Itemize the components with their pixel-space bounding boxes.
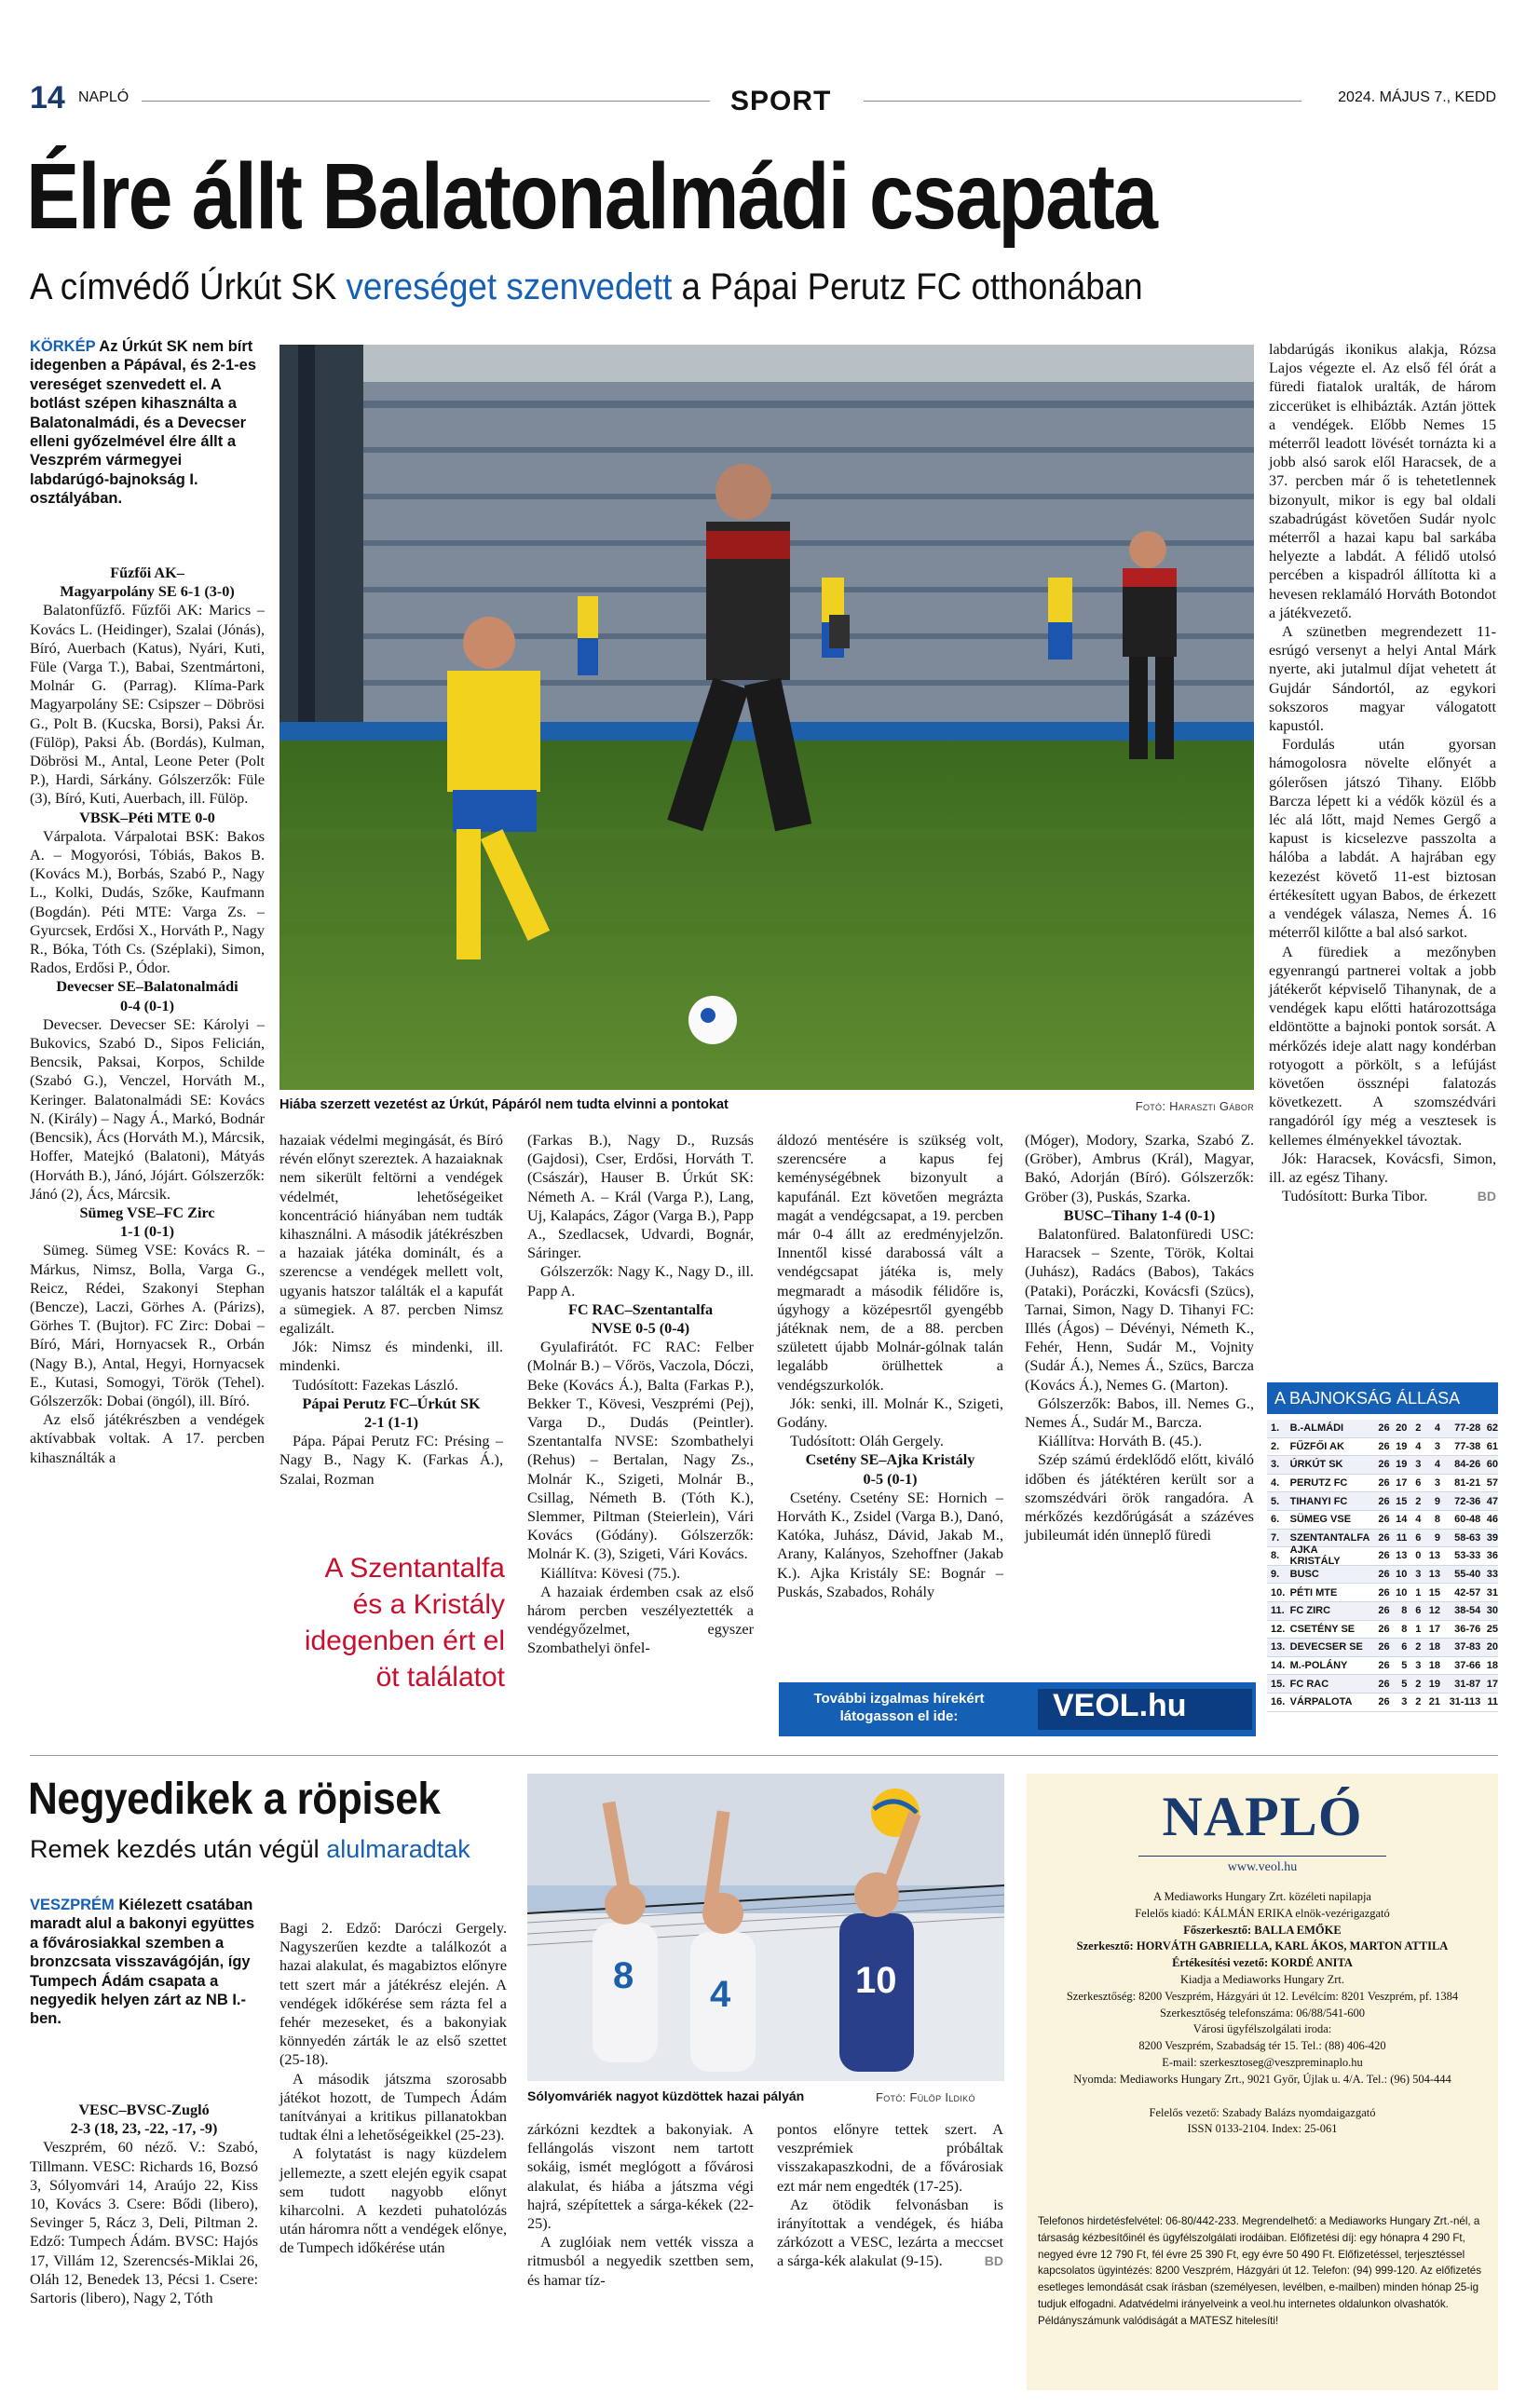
- paragraph: hazaiak védelmi megingását, és Bíró révén előnyt szereztek. A hazaiaknak nem sikerült feltörni a vendégek védelmét, lehetőségeiket koncentráció hiányában nem tudták kihasználni. A második játékrészben a hazaiak játéka dominált, és a szerencse a vendégek mellett volt, ugyanis hatszor találták el a kapufát a sümegiek. A 87. percben Nimsz egalizált.: [279, 1132, 503, 1338]
- paragraph: Kiállítva: Horváth B. (45.).: [1038, 1433, 1203, 1450]
- football-photo: [279, 345, 1254, 1090]
- played: 26: [1378, 1586, 1390, 1599]
- paragraph: (Farkas B.), Nagy D., Ruzsás (Gajdosi), Cser, Erdősi, Horváth T. (Császár), Hauser B. Úrkút SK: Németh A. – Král (Varga P.), Lang, Uj, Kalapács, Zágor (Varga B.), Papp A., Szedlacsek, Udvardi, Bognár, Sáringer.: [527, 1132, 754, 1262]
- lost: 21: [1428, 1696, 1441, 1708]
- rank: 8.: [1271, 1550, 1280, 1562]
- won: 10: [1396, 1569, 1408, 1581]
- article2-subtitle: Remek kezdés után végül alulmaradtak: [30, 1835, 470, 1863]
- won: 10: [1396, 1586, 1408, 1599]
- rank: 13.: [1271, 1641, 1286, 1653]
- imprint-line: Főszerkesztő: BALLA EMŐKE: [1183, 1923, 1342, 1937]
- won: 6: [1401, 1641, 1408, 1653]
- paragraph: A második játszma szorosabb játékot hozott, de Tumpech Ádám tanítványai a kritikus pillanatokban tudtak élni a lehetőségeikkel (25-23).: [279, 2070, 507, 2144]
- lost: 4: [1434, 1422, 1441, 1435]
- played: 26: [1378, 1623, 1390, 1635]
- paragraph: Jók: senki, ill. Molnár K., Szigeti, Godány.: [777, 1394, 1003, 1432]
- standings-row: [1267, 1420, 1498, 1438]
- paragraph: Várpalota. Várpalotai BSK: Bakos A. – Mogyorósi, Tóbiás, Bakos B. (Kovács M.), Borbás, Szabó P., Nagy L., Kolki, Dudás, Szőke, Kaufmann (Bogdán). Péti MTE: Varga Zs. – Gyurcsek, Erdősi X., Horváth P., Nagy R., Bóka, Tóth Cs. (Széplaki), Simon, Rados, Erdősi P., Ódor.: [30, 827, 265, 977]
- paragraph: Gólszerzők: Babos, ill. Nemes G., Nemes Á., Sudár M., Barcza.: [1025, 1394, 1254, 1432]
- paragraph: Gólszerzők: Nagy K., Nagy D., ill. Papp A.: [527, 1263, 754, 1299]
- rank: 7.: [1271, 1531, 1280, 1544]
- standings-row: [1267, 1639, 1498, 1657]
- col4: [777, 1131, 1003, 1601]
- page-number: 14: [30, 80, 65, 116]
- goals: 84-26: [1454, 1459, 1481, 1471]
- lost: 15: [1428, 1586, 1441, 1599]
- svg-text:4: 4: [710, 1974, 731, 2015]
- drawn: 6: [1415, 1605, 1422, 1617]
- imprint-line: Értékesítési vezető: KORDÉ ANITA: [1172, 1956, 1353, 1970]
- lost: 9: [1434, 1531, 1441, 1544]
- team: DEVECSER SE: [1289, 1641, 1363, 1653]
- points: 17: [1486, 1678, 1498, 1690]
- result-heading: Devecser SE–Balatonalmádi 0-4 (0-1): [56, 978, 238, 1014]
- result-heading: VBSK–Péti MTE 0-0: [79, 809, 215, 826]
- lost: 17: [1428, 1623, 1441, 1635]
- points: 25: [1486, 1623, 1498, 1635]
- svg-text:10: 10: [855, 1960, 897, 2001]
- drawn: 2: [1415, 1641, 1422, 1653]
- article-lead: KÖRKÉP Az Úrkút SK nem bírt idegenben a Pápával, és 2-1-es vereséget szenvedett el. A botlást szépen kihasználta a Balatonalmádi, és a Devecser elleni győzelmével élre állt a Veszprém vármegyei labdarúgó-bajnokság I. osztályában.: [30, 338, 257, 508]
- standings-row: [1267, 1602, 1498, 1621]
- paragraph: A szünetben megrendezett 11-esrúgó versenyt a helyi Antal Márk nyerte, aki jutalmul díjat vehetett át Gujdár Sándortól, az egykori sokszoros magyar válogatott kapustól.: [1269, 623, 1496, 735]
- result-heading: Pápai Perutz FC–Úrkút SK 2-1 (1-1): [302, 1394, 481, 1432]
- paragraph: zárkózni kezdtek a bakonyiak. A fellángolás viszont nem tartott sokáig, ismét meglógott a fővárosi alakulat, és hiába a játszma végi hajrá, szépítettek a sárga-kékek (22-25).: [527, 2121, 754, 2233]
- photo-credit: Fotó: Haraszti Gábor: [1135, 1099, 1254, 1113]
- page-header: [30, 80, 1496, 117]
- standings-row: [1267, 1438, 1498, 1457]
- points: 62: [1486, 1422, 1498, 1435]
- paragraph: Az ötödik felvonásban is irányítottak a vendégek, és hiába zárkózott a VESC, lezárta a meccset a sárga-kék alakulat (9-15). BD: [777, 2196, 1003, 2270]
- paragraph: Az első játékrészben a vendégek aktívabbak voltak. A 17. percben kihasználták a: [30, 1411, 265, 1466]
- standings-row: [1267, 1475, 1498, 1493]
- played: 26: [1378, 1422, 1390, 1435]
- lost: 13: [1428, 1569, 1441, 1581]
- standings-row: [1267, 1492, 1498, 1511]
- paragraph: Balatonfűzfő. Fűzfői AK: Marics – Kovács L. (Heidinger), Szalai (Jónás), Bíró, Auerbach (Katus), Nyári, Kuti, Füle (Varga T.), Babai, Szentmártoni, Molnár G. (Parrag). Klíma-Park Magyarpolány SE: Csipszer – Döbrösi G., Polt B. (Kucska, Borsi), Paksi Ár. (Fülöp), Paksi Áb. (Bordás), Kulman, Döbrösi M., Antal, Leone Peter (Polt P.), Hardi, Sárkány. Gólszerzők: Füle (3), Bíró, Kuti, Auerbach, ill. Fülöp.: [30, 602, 265, 808]
- played: 26: [1378, 1459, 1390, 1471]
- drawn: 2: [1415, 1495, 1422, 1507]
- paragraph: A hazaiak érdemben csak az első három percben veszélyeztették a vendégyőzelmet, egyszer Szombathelyi önfel-: [527, 1583, 754, 1657]
- rank: 4.: [1271, 1477, 1280, 1490]
- paragraph: pontos előnyre tettek szert. A veszprémiek próbáltak visszakapaszkodni, de a fővárosiak ezt már nem engedték (17-25).: [777, 2121, 1003, 2195]
- rank: 1.: [1271, 1422, 1280, 1435]
- imprint-fine: Telefonos hirdetésfelvétel: 06-80/442-233. Megrendelhető: a Mediaworks Hungary Zrt.-nél, a társaság kézbesítőinél és ügyfélszolgálati irodáiban. Előfizetési díj: egy hónapra 4 290 Ft, negyed évre 12 790 Ft, fél évre 25 390 Ft, egy évre 50 490 Ft. Előfizetéssel, terjesztéssel kapcsolatos ügyintézés: 8200 Veszprém, Házgyári út 12. Telefon: (94) 999-120. Az előfizetés esetleges lemondását csak írásban (személyesen, levélben, e-mailben) minden hónap 25-ig tudjuk elfogadni. Adatvédelmi irányelveink a veol.hu internetes oldalunkon olvashatók. Példányszámunk valódiságát a MATESZ hitelesíti!: [1038, 2215, 1482, 2327]
- points: 18: [1486, 1660, 1498, 1672]
- lost: 18: [1428, 1660, 1441, 1672]
- result-heading: FC RAC–Szentantalfa NVSE 0-5 (0-4): [567, 1300, 714, 1338]
- lost: 8: [1434, 1514, 1441, 1526]
- team: FŰZFŐI AK: [1289, 1440, 1344, 1452]
- paragraph: Jók: Haracsek, Kovácsfi, Simon, ill. az egész Tihany.: [1269, 1150, 1496, 1186]
- standings-row: [1267, 1657, 1498, 1676]
- promo-text-1: További izgalmas hírekért: [813, 1691, 985, 1707]
- col5: [1025, 1131, 1254, 1544]
- team: M.-POLÁNY: [1289, 1660, 1348, 1672]
- subtitle-highlight: vereséget szenvedett: [346, 266, 673, 307]
- imprint-line: Szerkesztő: HORVÁTH GABRIELLA, KARL ÁKOS, MARTON ATTILA: [1076, 1939, 1449, 1953]
- result-heading: Csetény SE–Ajka Kristály 0-5 (0-1): [805, 1451, 975, 1488]
- lost: 3: [1434, 1477, 1441, 1490]
- won: 19: [1396, 1459, 1408, 1471]
- imprint-line: E-mail: szerkesztoseg@veszpreminaplo.hu: [1162, 2055, 1363, 2069]
- played: 26: [1378, 1660, 1390, 1672]
- drawn: 4: [1415, 1514, 1422, 1526]
- played: 26: [1378, 1550, 1390, 1562]
- points: 47: [1486, 1495, 1498, 1507]
- standings-table: [1267, 1382, 1498, 1712]
- played: 26: [1378, 1514, 1390, 1526]
- won: 20: [1396, 1422, 1408, 1435]
- imprint-line: Szerkesztőség telefonszáma: 06/88/541-600: [1159, 2006, 1366, 2020]
- team: PERUTZ FC: [1289, 1477, 1348, 1490]
- won: 15: [1396, 1495, 1408, 1507]
- goals: 77-38: [1454, 1440, 1481, 1452]
- paragraph: Tudósított: Burka Tibor. BD: [1282, 1188, 1496, 1205]
- points: 60: [1486, 1459, 1498, 1471]
- points: 39: [1486, 1531, 1498, 1544]
- paragraph: Devecser. Devecser SE: Károlyi – Bukovics, Szabó D., Sipos Felicián, Bencsik, Paksai, Korpos, Schilde (Szabó G.), Venczel, Horváth M., Keringer. Balatonalmádi SE: Kovács N. (Király) – Nagy Á., Markó, Bodnár (Bencsik), Ács (Horváth M.), Márcsik, Hoffer, Matejkó (Balatoni), Mátyás (Horváth B.), Jánó, Jójárt. Gólszerzők: Jánó (2), Ács, Márcsik.: [30, 1015, 265, 1203]
- promo-text-2: látogasson el ide:: [839, 1708, 959, 1724]
- paragraph: (Móger), Modory, Szarka, Szabó Z. (Gröber), Ambrus (Král), Magyar, Bakó, Adorján (Bíró). Gólszerzők: Gröber (3), Puskás, Szarka.: [1025, 1132, 1254, 1205]
- drawn: 2: [1415, 1678, 1422, 1690]
- imprint-line: Felelős vezető: Szabady Balázs nyomdaigazgató: [1149, 2105, 1376, 2119]
- imprint-line: Nyomda: Mediaworks Hungary Zrt., 9021 Győr, Újlak u. 4/A. Tel.: (96) 504-444: [1073, 2072, 1451, 2086]
- standings-row: [1267, 1621, 1498, 1639]
- svg-text:8: 8: [613, 1955, 634, 1996]
- won: 3: [1401, 1696, 1408, 1708]
- article2-title: Negyedikek a röpisek: [28, 1775, 441, 1824]
- won: 14: [1396, 1514, 1408, 1526]
- points: 61: [1486, 1440, 1498, 1452]
- goals: 77-28: [1454, 1422, 1481, 1435]
- drawn: 1: [1415, 1586, 1422, 1599]
- lost: 12: [1428, 1605, 1441, 1617]
- imprint-line: Szerkesztőség: 8200 Veszprém, Házgyári út 12. Levélcím: 8201 Veszprém, pf. 1384: [1066, 1989, 1459, 2003]
- standings-row: [1267, 1456, 1498, 1475]
- paragraph: Szép számú érdeklődő előtt, kiváló időben és játéktéren került sor a szomszédvári örök rangadóra. A mérkőzés kezdőrúgását a százéves jubileumát idén ünneplő füredi: [1025, 1451, 1254, 1544]
- team: FC ZIRC: [1289, 1605, 1331, 1617]
- won: 17: [1396, 1477, 1408, 1490]
- rank: 16.: [1271, 1696, 1286, 1708]
- paragraph: Fordulás után gyorsan hámogolosra növelte előnyét a gólerősen játszó Tihany. Előbb Barcza lépett ki a védők közül és a léc alá lőtt, majd Nemes Gergő a kapust is kicselezve passzolta a hálóba a labdát. A hajrában egy kezezést követő 11-est biztosan értékesített ugyan Babos, de érkezett a vendégek válasza, Nemes Á. 16 méterről kilőtte a bal alsó sarkot.: [1269, 736, 1496, 942]
- rank: 15.: [1271, 1678, 1286, 1690]
- imprint-lines: [1040, 1889, 1485, 2138]
- drawn: 6: [1415, 1531, 1422, 1544]
- issue-date: 2024. MÁJUS 7., KEDD: [1338, 89, 1496, 105]
- veol-logo: VEOL.hu: [1053, 1688, 1187, 1723]
- played: 26: [1378, 1569, 1390, 1581]
- paragraph: Tudósított: Fazekas László.: [293, 1376, 458, 1394]
- result-heading: Fűzfői AK– Magyarpolány SE 6-1 (3-0): [60, 565, 235, 601]
- drawn: 4: [1415, 1440, 1422, 1452]
- played: 26: [1378, 1678, 1390, 1690]
- goals: 38-54: [1454, 1605, 1481, 1617]
- team: CSETÉNY SE: [1289, 1623, 1356, 1635]
- goals: 55-40: [1454, 1569, 1481, 1581]
- a2-col2: [279, 1919, 507, 2258]
- col1: [30, 564, 265, 1467]
- rank: 11.: [1271, 1605, 1285, 1617]
- goals: 42-57: [1454, 1586, 1481, 1599]
- goals: 81-21: [1454, 1477, 1481, 1490]
- won: 13: [1396, 1550, 1408, 1562]
- paragraph: Bagi 2. Edző: Daróczi Gergely. Nagyszerűen kezdte a találkozót a hazai alakulat, és magabiztos előnyre tett szert már a játékrész elején. A vendégek időkérése sem rázta fel a fehér mezeseket, és a bakonyiak könnyedén zárták le az első szettet (25-18).: [279, 1920, 507, 2069]
- won: 8: [1401, 1605, 1408, 1617]
- drawn: 2: [1415, 1696, 1422, 1708]
- author-signature: BD: [984, 2253, 1003, 2269]
- section-label: SPORT: [730, 86, 832, 116]
- lost: 9: [1434, 1495, 1441, 1507]
- result-heading: VESC–BVSC-Zugló 2-3 (18, 23, -22, -17, -9): [70, 2102, 218, 2138]
- author-signature: BD: [1477, 1189, 1496, 1204]
- team: ÚRKÚT SK: [1289, 1459, 1343, 1471]
- points: 46: [1486, 1514, 1498, 1526]
- photo-caption: Hiába szerzett vezetést az Úrkút, Pápáról nem tudta elvinni a pontokat: [279, 1097, 729, 1112]
- lost: 4: [1434, 1459, 1441, 1471]
- team: TIHANYI FC: [1289, 1495, 1348, 1507]
- volleyball-photo: [527, 1774, 1004, 2081]
- col2: [279, 1131, 503, 1489]
- standings-row: [1267, 1566, 1498, 1585]
- paragraph: A folytatást is nagy küzdelem jellemezte, a szett elején egyik csapat sem tudott nagyobb előnyt kiharcolni. A kezdeti puhatolózás után háromra nőtt a vendégek előnye, de Tumpech időkérése után: [279, 2145, 507, 2257]
- goals: 58-63: [1454, 1531, 1481, 1544]
- team: AJKA KRISTÁLY: [1289, 1544, 1341, 1568]
- imprint-line: Kiadja a Mediaworks Hungary Zrt.: [1180, 1972, 1344, 1986]
- points: 33: [1486, 1569, 1498, 1581]
- rank: 6.: [1271, 1514, 1280, 1526]
- played: 26: [1378, 1531, 1390, 1544]
- paragraph: Tudósított: Oláh Gergely.: [790, 1433, 944, 1450]
- article-subtitle: A címvédő Úrkút SK vereséget szenvedett a Pápai Perutz FC otthonában: [30, 266, 1143, 307]
- lost: 3: [1434, 1440, 1441, 1452]
- paragraph: Csetény. Csetény SE: Hornich – Horváth K., Zsidel (Varga B.), Danó, Katóka, Juhász, Dávid, Jakab M., Arany, Kalányos, Szehoffner (Jakab K.). Ajka Kristály SE: Bognár – Puskás, Szabados, Rohály: [777, 1489, 1003, 1600]
- photo2-credit: Fotó: Fülöp Ildikó: [876, 2090, 975, 2104]
- standings-row: [1267, 1584, 1498, 1602]
- goals: 72-36: [1454, 1495, 1481, 1507]
- goals: 60-48: [1454, 1514, 1481, 1526]
- standings-row: [1267, 1675, 1498, 1694]
- played: 26: [1378, 1605, 1390, 1617]
- points: 20: [1486, 1641, 1498, 1653]
- standings-title: A BAJNOKSÁG ÁLLÁSA: [1267, 1382, 1498, 1414]
- played: 26: [1378, 1440, 1390, 1452]
- played: 26: [1378, 1495, 1390, 1507]
- rank: 14.: [1271, 1660, 1286, 1672]
- standings-row: [1267, 1544, 1498, 1568]
- won: 5: [1401, 1660, 1408, 1672]
- played: 26: [1378, 1641, 1390, 1653]
- imprint-line: A Mediaworks Hungary Zrt. közéleti napilapja: [1153, 1890, 1371, 1903]
- paragraph: A zuglóiak nem vették vissza a ritmusból a negyedik szettben sem, és hamar tíz-: [527, 2234, 754, 2289]
- drawn: 3: [1415, 1459, 1422, 1471]
- imprint-line: Felelős kiadó: KÁLMÁN ERIKA elnök-vezérigazgató: [1135, 1906, 1390, 1920]
- paragraph: labdarúgás ikonikus alakja, Rózsa Lajos végezte el. Az első fél órát a füredi fiatalok uralták, de három ziccerüket is elhibázták. Aztán jöttek a vendégek. Előbb Nemes 15 méterről leadott lövését tornázta ki a jobb alsó sarok elől Haracsek, de a 37. percben már ő is tehetetlennek bizonyult, mikor is egy bal oldali szabadrúgást követően Sudár nyolc méterről a hazai kapu bal sarkába helyezte a labdát. A félidő utolsó percében a kispadról állította ki a hevesen reklamáló Horváth Botondot a játékvezető.: [1269, 341, 1496, 621]
- a2-col1: [30, 2101, 258, 2307]
- team: VÁRPALOTA: [1289, 1696, 1353, 1708]
- result-heading: BUSC–Tihany 1-4 (0-1): [1063, 1206, 1216, 1224]
- paragraph: A fürediek a mezőnyben egyenrangú partnerei voltak a jobb játékerőt képviselő Tihanynak, de a vendégek kapu előtti határozottsága eldöntötte a bajnoki pontok sorsát. A mérkőzés ideje alatt nagy kondérban rotyogott a pörkölt, s a lefújást követően össznépi falatozás következett. A szomszédvári rangadóról így még a vesztesek is kellemes élményekkel távoztak.: [1269, 943, 1496, 1149]
- rank: 2.: [1271, 1440, 1280, 1452]
- paragraph: Jók: Nimsz és mindenki, ill. mindenki.: [279, 1339, 503, 1375]
- team: FC RAC: [1289, 1678, 1329, 1690]
- paragraph: Balatonfüred. Balatonfüredi USC: Haracsek – Szente, Török, Koltai (Juhász), Radács (Babos), Takács (Pataki), Poráczki, Kovácsfi (Szücs), Tarnai, Simon, Nagy D. Tihanyi FC: Illés (Ágos) – Dévényi, Németh K., Fehér, Henn, Sudár M., Vojnity (Sudár Á.), Nemes Á., Szücs, Barcza (Kovács Á.), Nemes G. (Marton).: [1025, 1226, 1254, 1394]
- team: SZENTANTALFA: [1289, 1531, 1370, 1544]
- rank: 3.: [1271, 1459, 1280, 1471]
- paper-name: NAPLÓ: [78, 89, 129, 105]
- kicker2: VESZPRÉM: [30, 1897, 115, 1913]
- veol-promo-banner[interactable]: [779, 1682, 1256, 1736]
- pullquote: A Szentantalfa és a Kristály idegenben ért el öt találatot: [304, 1553, 505, 1693]
- result-heading: Sümeg VSE–FC Zirc 1-1 (0-1): [79, 1204, 215, 1241]
- won: 11: [1396, 1531, 1408, 1544]
- drawn: 1: [1415, 1623, 1422, 1635]
- won: 5: [1401, 1678, 1408, 1690]
- played: 26: [1378, 1696, 1390, 1708]
- a2-col3: [527, 2120, 754, 2290]
- points: 11: [1487, 1696, 1498, 1708]
- drawn: 3: [1415, 1569, 1422, 1581]
- imprint-line: Városi ügyfélszolgálati iroda:: [1192, 2022, 1332, 2036]
- imprint-line: ISSN 0133-2104. Index: 25-061: [1187, 2122, 1338, 2136]
- standings-row: [1267, 1694, 1498, 1712]
- paragraph: Gyulafirátót. FC RAC: Felber (Molnár B.) – Vőrös, Vaczola, Dóczi, Beke (Kovács Á.), Balta (Farkas P.), Bekker T., Kövesi, Veszprémi (Pej), Varga D., Dudás (Peintler). Szentantalfa NVSE: Szombathelyi (Rehus) – Bertalan, Nagy Zs., Molnár K., Szigeti, Molnár B., Csillag, Németh B. (Tóth K.), Slemmer, Piltman (Steierlein), Vári Kovács (Gódány). Gólszerzők: Molnár K. (3), Szigeti, Vári Kovács.: [527, 1339, 754, 1563]
- article-title: Élre állt Balatonalmádi csapata: [26, 144, 1157, 249]
- won: 19: [1396, 1440, 1408, 1452]
- paragraph: Veszprém, 60 néző. V.: Szabó, Tillmann. VESC: Richards 16, Bozsó 3, Sólyomvári 14, Araújo 22, Kiss 10, Kovács 3. Csere: Bődi (libero), Sevinger 5, Rácz 3, Deli, Piltman 2. Edző: Tumpech Ádám. BVSC: Hajós 17, Villám 12, Szerencsés-Miklai 26, Oláh 12, Benedek 13, Pécsi 1. Csere: Sartoris (libero), Nagy 2, Tóth: [30, 2139, 258, 2307]
- goals: 37-83: [1454, 1641, 1481, 1653]
- photo2-caption: Sólyomváriék nagyot küzdöttek hazai pályán: [527, 2088, 805, 2103]
- col6: [1269, 340, 1496, 1205]
- goals: 31-113: [1449, 1696, 1481, 1708]
- team: B.-ALMÁDI: [1289, 1422, 1344, 1435]
- drawn: 2: [1415, 1422, 1422, 1435]
- points: 30: [1486, 1605, 1498, 1617]
- won: 8: [1401, 1623, 1408, 1635]
- lost: 19: [1428, 1678, 1441, 1690]
- drawn: 6: [1415, 1477, 1422, 1490]
- kicker: KÖRKÉP: [30, 338, 96, 355]
- subtitle2-highlight: alulmaradtak: [326, 1835, 470, 1863]
- team: SÜMEG VSE: [1289, 1514, 1352, 1526]
- team: BUSC: [1289, 1569, 1319, 1581]
- lost: 18: [1428, 1641, 1441, 1653]
- article2-lead: VESZPRÉM Kiélezett csatában maradt alul a bakonyi együttes a fővárosiakkal szemben a bronzcsata visszavágóján, így Tumpech Ádám csapata a negyedik helyen zárt az NB I.-ben.: [30, 1897, 255, 2028]
- goals: 37-66: [1454, 1660, 1481, 1672]
- drawn: 0: [1415, 1550, 1422, 1562]
- paragraph: Kiállítva: Kövesi (75.).: [540, 1564, 681, 1582]
- points: 31: [1486, 1586, 1498, 1599]
- imprint-logo: NAPLÓ: [1162, 1786, 1363, 1847]
- imprint-line: 8200 Veszprém, Szabadság tér 15. Tel.: (88) 406-420: [1138, 2039, 1386, 2053]
- team: PÉTI MTE: [1289, 1586, 1338, 1599]
- standings-rows: [1267, 1420, 1498, 1712]
- a2-col4: [777, 2120, 1003, 2271]
- goals: 31-87: [1454, 1678, 1481, 1690]
- drawn: 3: [1415, 1660, 1422, 1672]
- rank: 12.: [1271, 1623, 1286, 1635]
- rank: 9.: [1271, 1569, 1280, 1581]
- paragraph: Pápa. Pápai Perutz FC: Présing – Nagy B., Nagy K. (Farkas Á.), Szalai, Rozman: [279, 1433, 503, 1488]
- played: 26: [1378, 1477, 1390, 1490]
- rank: 10.: [1271, 1586, 1286, 1599]
- col3: [527, 1131, 754, 1658]
- rank: 5.: [1271, 1495, 1280, 1507]
- imprint-box: [1027, 1774, 1498, 2390]
- goals: 36-76: [1454, 1623, 1481, 1635]
- paragraph: Sümeg. Sümeg VSE: Kovács R. – Márkus, Nimsz, Bolla, Varga G., Reicz, Rédei, Szakonyi Stephan (Bencze), Laczi, Görhes A. (Párizs), Görhes T. (Bujtor). FC Zirc: Dobai – Bíró, Mári, Hornyacsek R., Orbán (Nagy B.), Antal, Hegyi, Hornyacsek E., Kutasi, Somogyi, Török (Tehel). Gólszerzők: Dobai (öngól), ill. Bíró.: [30, 1242, 265, 1409]
- points: 57: [1486, 1477, 1498, 1490]
- lost: 13: [1428, 1550, 1441, 1562]
- goals: 53-33: [1454, 1550, 1481, 1562]
- imprint-url[interactable]: www.veol.hu: [1227, 1860, 1298, 1874]
- paragraph: áldozó mentésére is szükség volt, szerencsére a kapus fej keménységébnek bizonyult a kapufánál. Ezt követően megrázta magát a vendégcsapat, a 19. percben már 0-4 állt az eredményjelzőn. Innentől kissé darabossá vált a vendégcsapat játéka is, mely megmaradt a második félidőre is, úgyhogy a középesrtől gyengébb játéknak nem, de a 88. percben született újabb Molnár-gólnak talán legalább örülhettek a vendégszurkolók.: [777, 1132, 1003, 1394]
- standings-row: [1267, 1511, 1498, 1530]
- points: 36: [1486, 1550, 1498, 1562]
